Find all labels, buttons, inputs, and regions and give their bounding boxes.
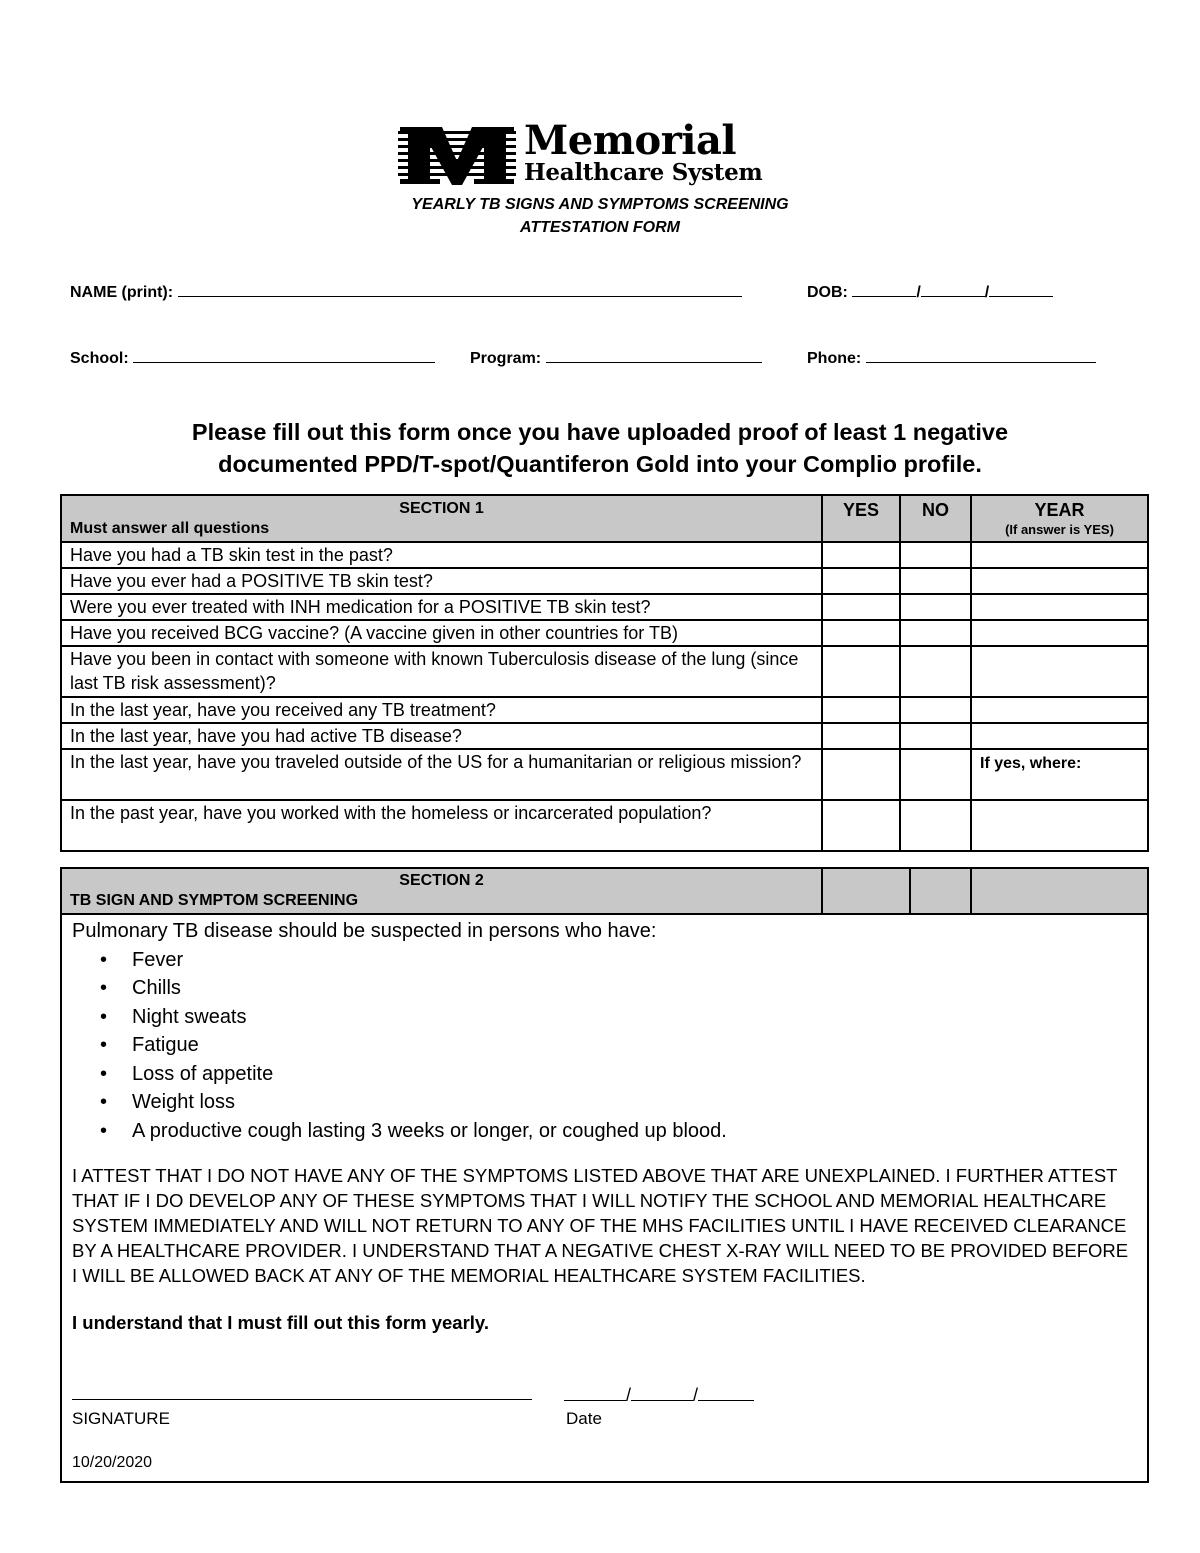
- attestation-statement: I ATTEST THAT I DO NOT HAVE ANY OF THE SYMPTOMS LISTED ABOVE THAT ARE UNEXPLAINED. I FURTHER ATTEST THAT IF I DO DEVELOP ANY OF THESE SYMPTOMS THAT I WILL NOTIFY THE SCHOOL AND MEMORIAL HEALTHCARE SYSTEM IMMEDIATELY AND WILL NOT RETURN TO ANY OF THE MHS FACILITIES UNTIL I HAVE RECEIVED CLEARANCE BY A HEALTHCARE PROVIDER. I UNDERSTAND THAT A NEGATIVE CHEST X-RAY WILL NEED TO BE PROVIDED BEFORE I WILL BE ALLOWED BACK AT ANY OF THE MEMORIAL HEALTHCARE SYSTEM FACILITIES.: [72, 1165, 1129, 1286]
- no-answer-cell[interactable]: [900, 594, 971, 620]
- question-text: Have you been in contact with someone with known Tuberculosis disease of the lung (since last TB risk assessment)?: [61, 646, 822, 697]
- question-text: In the past year, have you worked with the homeless or incarcerated population?: [61, 800, 822, 851]
- section2-title: SECTION 2: [399, 872, 484, 889]
- question-text: In the last year, have you had active TB disease?: [61, 723, 822, 749]
- yes-answer-cell[interactable]: [822, 697, 900, 723]
- section2-header-blank: [910, 868, 971, 914]
- dob-month-line[interactable]: [852, 282, 916, 297]
- year-answer-cell[interactable]: [971, 697, 1148, 723]
- section2-body-row: [61, 914, 1148, 1482]
- dob-day-line[interactable]: [921, 282, 985, 297]
- memorial-logo: [398, 117, 818, 187]
- no-answer-cell[interactable]: [900, 723, 971, 749]
- logo-name: Memorial: [524, 117, 737, 164]
- dob-slash: /: [984, 284, 990, 301]
- section2-header-blank: [971, 868, 1148, 914]
- section1-header-row: [61, 495, 1148, 542]
- date-day-line[interactable]: [631, 1382, 693, 1401]
- yes-answer-cell[interactable]: [822, 646, 900, 697]
- section1-title: SECTION 1: [399, 500, 484, 517]
- question-row: [61, 800, 1148, 851]
- yes-column-header: YES: [822, 495, 900, 542]
- dob-field[interactable]: [807, 282, 1053, 303]
- year-answer-cell[interactable]: [971, 800, 1148, 851]
- symptoms-list: [72, 946, 1137, 1146]
- year-answer-cell[interactable]: [971, 594, 1148, 620]
- year-column-note: (If answer is YES): [1005, 522, 1114, 537]
- no-answer-cell[interactable]: [900, 800, 971, 851]
- no-answer-cell[interactable]: [900, 646, 971, 697]
- no-column-header: NO: [900, 495, 971, 542]
- program-field[interactable]: [470, 348, 762, 369]
- no-answer-cell[interactable]: [900, 749, 971, 800]
- symptom-item: • Chills: [132, 974, 1137, 1003]
- yes-answer-cell[interactable]: [822, 749, 900, 800]
- question-row: [61, 697, 1148, 723]
- date-label: Date: [566, 1409, 602, 1428]
- section1-subtitle: Must answer all questions: [70, 520, 270, 537]
- year-answer-cell[interactable]: [971, 646, 1148, 697]
- section2-subtitle: TB SIGN AND SYMPTOM SCREENING: [70, 892, 359, 909]
- yearly-statement: I understand that I must fill out this form yearly.: [72, 1312, 489, 1333]
- question-row: [61, 568, 1148, 594]
- symptom-item: • Weight loss: [132, 1088, 1137, 1117]
- section2-table: [60, 867, 1149, 1483]
- name-field[interactable]: [70, 282, 742, 303]
- question-text: In the last year, have you received any TB treatment?: [61, 697, 822, 723]
- dob-slash: /: [916, 284, 921, 301]
- instructions-line2: documented PPD/T-spot/Quantiferon Gold into your Complio profile.: [218, 451, 982, 477]
- dob-year-line[interactable]: [989, 282, 1053, 297]
- logo-subtitle: Healthcare System: [524, 159, 763, 186]
- section1-table: [60, 494, 1149, 852]
- form-title-line1: YEARLY TB SIGNS AND SYMPTOMS SCREENING: [411, 196, 789, 213]
- symptom-item: • Loss of appetite: [132, 1060, 1137, 1089]
- section2-body: [61, 914, 1148, 1482]
- question-row: [61, 542, 1148, 568]
- upload-instructions: [0, 416, 1200, 480]
- question-text: Have you received BCG vaccine? (A vaccine given in other countries for TB): [61, 620, 822, 646]
- no-answer-cell[interactable]: [900, 697, 971, 723]
- school-input-line[interactable]: [133, 348, 435, 363]
- yes-answer-cell[interactable]: [822, 568, 900, 594]
- date-year-line[interactable]: [698, 1382, 754, 1401]
- year-answer-cell[interactable]: [971, 568, 1148, 594]
- name-label: NAME (print):: [70, 284, 174, 301]
- question-text: Have you ever had a POSITIVE TB skin test?: [61, 568, 822, 594]
- question-row: [61, 749, 1148, 800]
- section2-header-cell: [61, 868, 822, 914]
- version-date: 10/20/2020: [72, 1454, 153, 1471]
- question-text: Were you ever treated with INH medication for a POSITIVE TB skin test?: [61, 594, 822, 620]
- school-field[interactable]: [70, 348, 435, 369]
- question-text: In the last year, have you traveled outside of the US for a humanitarian or religious mission?: [61, 749, 822, 800]
- if-yes-where-label: If yes, where:: [980, 755, 1082, 772]
- form-title-line2: ATTESTATION FORM: [520, 219, 680, 236]
- year-column-header: [971, 495, 1148, 542]
- year-answer-cell[interactable]: [971, 620, 1148, 646]
- section2-header-row: [61, 868, 1148, 914]
- year-column-title: YEAR: [1034, 500, 1085, 520]
- signature-line[interactable]: [72, 1399, 532, 1400]
- symptom-item: • Fatigue: [132, 1031, 1137, 1060]
- yes-answer-cell[interactable]: [822, 594, 900, 620]
- section2-header-blank: [822, 868, 910, 914]
- year-answer-cell[interactable]: [971, 723, 1148, 749]
- no-answer-cell[interactable]: [900, 568, 971, 594]
- phone-input-line[interactable]: [866, 348, 1096, 363]
- symptom-item: • A productive cough lasting 3 weeks or longer, or coughed up blood.: [132, 1117, 1137, 1146]
- phone-label: Phone:: [807, 350, 862, 367]
- no-answer-cell[interactable]: [900, 620, 971, 646]
- date-month-line[interactable]: [564, 1382, 626, 1401]
- yes-answer-cell[interactable]: [822, 542, 900, 568]
- dob-label: DOB:: [807, 284, 848, 301]
- year-answer-cell[interactable]: [971, 542, 1148, 568]
- question-row: [61, 723, 1148, 749]
- section1-header-cell: [61, 495, 822, 542]
- where-answer-cell[interactable]: [971, 749, 1148, 800]
- memorial-m-logo-icon: [398, 127, 516, 185]
- symptom-item: • Night sweats: [132, 1003, 1137, 1032]
- name-input-line[interactable]: [178, 282, 742, 297]
- symptoms-intro: Pulmonary TB disease should be suspected in persons who have:: [72, 920, 657, 942]
- instructions-line1: Please fill out this form once you have uploaded proof of least 1 negative: [191, 419, 1009, 445]
- question-row: [61, 646, 1148, 697]
- date-slash: /: [626, 1385, 632, 1405]
- school-label: School:: [70, 350, 129, 367]
- question-row: [61, 594, 1148, 620]
- question-text: Have you had a TB skin test in the past?: [61, 542, 822, 568]
- signature-area: [72, 1335, 1137, 1475]
- date-slash: /: [693, 1385, 699, 1405]
- yes-answer-cell[interactable]: [822, 800, 900, 851]
- no-answer-cell[interactable]: [900, 542, 971, 568]
- signature-label: SIGNATURE: [72, 1409, 170, 1428]
- yes-answer-cell[interactable]: [822, 723, 900, 749]
- program-label: Program:: [470, 350, 542, 367]
- yes-answer-cell[interactable]: [822, 620, 900, 646]
- phone-field[interactable]: [807, 348, 1096, 369]
- symptom-item: • Fever: [132, 946, 1137, 975]
- program-input-line[interactable]: [546, 348, 762, 363]
- question-row: [61, 620, 1148, 646]
